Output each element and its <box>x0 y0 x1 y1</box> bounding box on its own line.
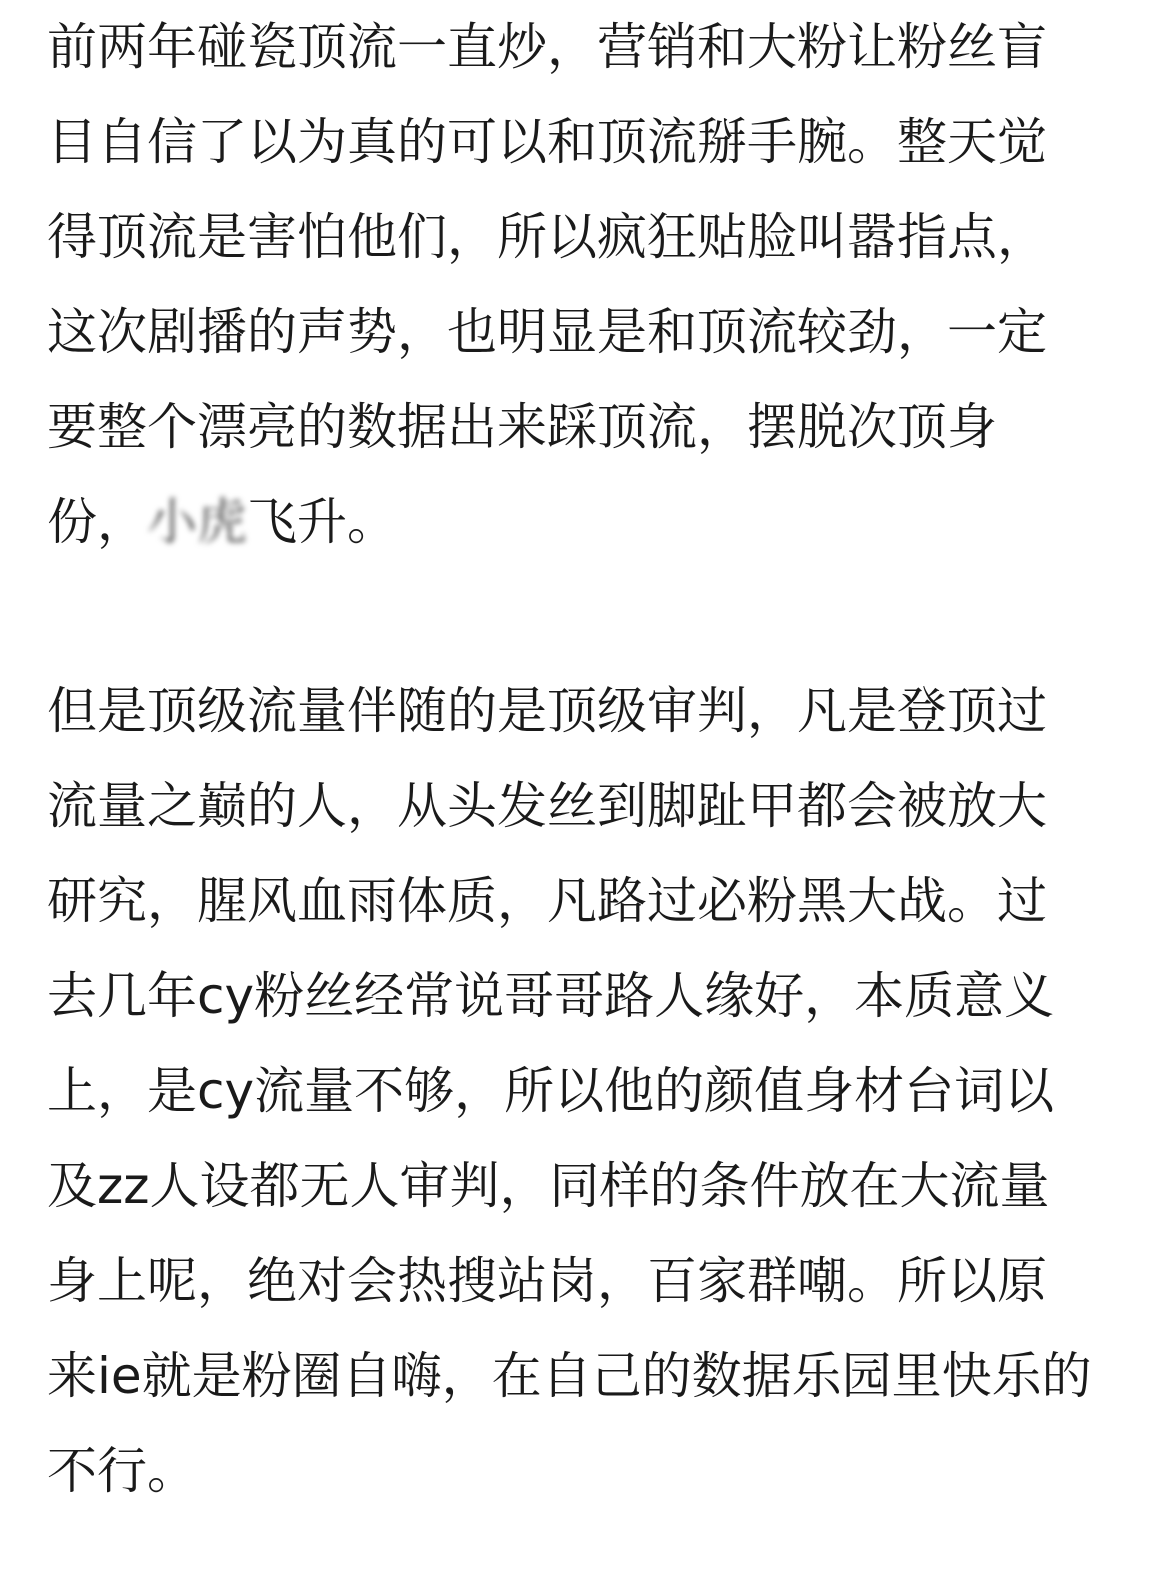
text-line: 得顶流是害怕他们，所以疯狂贴脸叫嚣指点， <box>47 208 1047 266</box>
text-line <box>47 475 1147 570</box>
text-line: 目自信了以为真的可以和顶流掰手腕。整天觉 <box>47 113 1047 171</box>
text-line: 流量之巅的人，从头发丝到脚趾甲都会被放大 <box>47 777 1047 835</box>
text-segment: 飞升。 <box>247 493 397 551</box>
text-line: 研究，腥风血雨体质，凡路过必粉黑大战。过 <box>47 872 1047 930</box>
article-body <box>47 0 1147 1519</box>
paragraph-spacer <box>47 570 1147 664</box>
text-segment: 份， <box>47 493 147 551</box>
text-line: 但是顶级流量伴随的是顶级审判，凡是登顶过 <box>47 682 1047 740</box>
text-line: 身上呢，绝对会热搜站岗，百家群嘲。所以原 <box>47 1252 1047 1310</box>
text-line: 来ie就是粉圈自嗨，在自己的数据乐园里快乐的 <box>47 1347 1092 1405</box>
paragraph-1 <box>47 0 1147 570</box>
text-line: 不行。 <box>47 1442 197 1500</box>
blurred-word: 小虎 <box>147 493 247 551</box>
text-line: 及zz人设都无人审判，同样的条件放在大流量 <box>47 1157 1050 1215</box>
text-line: 前两年碰瓷顶流一直炒，营销和大粉让粉丝盲 <box>47 18 1047 76</box>
text-line: 要整个漂亮的数据出来踩顶流，摆脱次顶身 <box>47 398 997 456</box>
text-line: 去几年cy粉丝经常说哥哥路人缘好，本质意义 <box>47 967 1055 1025</box>
text-line: 这次剧播的声势，也明显是和顶流较劲，一定 <box>47 303 1047 361</box>
paragraph-2 <box>47 664 1147 1519</box>
text-line: 上，是cy流量不够，所以他的颜值身材台词以 <box>47 1062 1055 1120</box>
